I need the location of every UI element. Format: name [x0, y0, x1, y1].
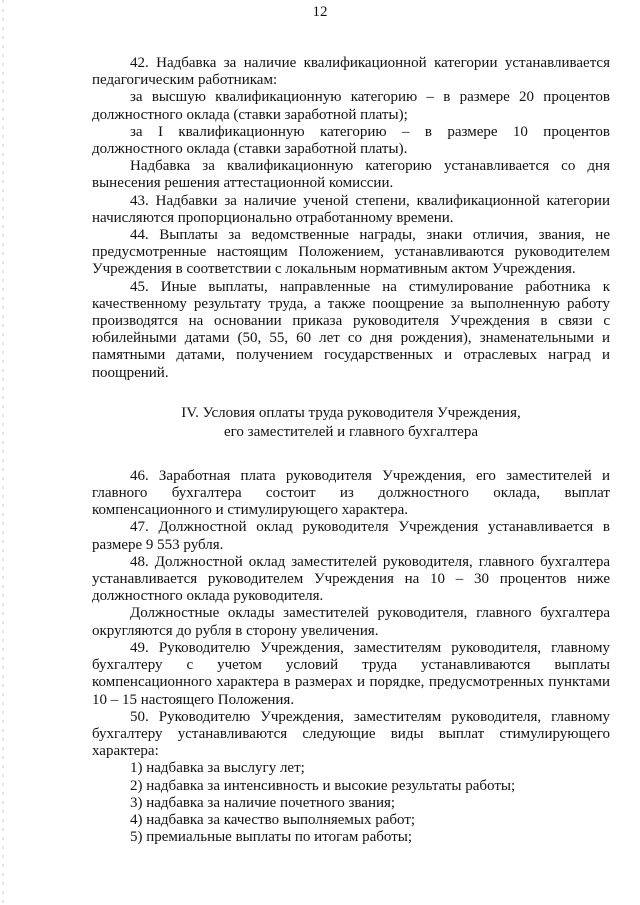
paragraph-42-first-category: за I квалификационную категорию – в размере 10 процентов должностного оклада (ставки заработной платы). [92, 123, 610, 158]
paragraph-45: 45. Иные выплаты, направленные на стимулирование работника к качественному результату труда, а также поощрение за выполненную работу производятся на основании приказа руководителя Учреждения в связи с юбилейными датами (50, 55, 60 лет со дня рождения), знаменательными и памятными датами, получением государственных и отраслевых наград и поощрений. [92, 278, 610, 381]
paragraph-47: 47. Должностной оклад руководителя Учреждения устанавливается в размере 9 553 рубля. [92, 519, 610, 553]
list-item: 3) надбавка за наличие почетного звания; [130, 794, 396, 811]
list-item: 1) надбавка за выслугу лет; [130, 760, 305, 777]
list-item: 4) надбавка за качество выполняемых работ; [130, 811, 416, 828]
paragraph-42-effective-date: Надбавка за квалификационную категорию устанавливается со дня вынесения решения аттестационной комиссии. [92, 158, 610, 192]
section-heading [92, 404, 610, 442]
paragraph-50: 50. Руководителю Учреждения, заместителям руководителя, главному бухгалтеру устанавливаются следующие виды выплат стимулирующего характера: [92, 708, 610, 760]
paragraph-44: 44. Выплаты за ведомственные награды, знаки отличия, звания, не предусмотренные настоящим Положением, устанавливаются руководителем Учреждения в соответствии с локальным нормативным актом Учреждения. [92, 227, 610, 278]
paragraph-42-highest-category: за высшую квалификационную категорию – в размере 20 процентов должностного оклада (ставки заработной платы); [92, 89, 610, 123]
scan-edge-artifact [2, 0, 4, 905]
section-heading-line-2: его заместителей и главного бухгалтера [224, 423, 478, 440]
list-item: 2) надбавка за интенсивность и высокие результаты работы; [130, 777, 516, 794]
stimulating-payments-list [92, 760, 610, 846]
section-heading-line-1: IV. Условия оплаты труда руководителя Учреждения, [181, 404, 521, 421]
page-number: 12 [312, 4, 328, 20]
paragraph-42: 42. Надбавка за наличие квалификационной категории устанавливается педагогическим работникам: [92, 55, 610, 89]
document-body [92, 55, 610, 846]
paragraph-48: 48. Должностной оклад заместителей руководителя, главного бухгалтера устанавливается руководителем Учреждения на 10 – 30 процентов ниже должностного оклада руководителя. [92, 553, 610, 605]
paragraph-48-rounding: Должностные оклады заместителей руководителя, главного бухгалтера округляются до рубля в сторону увеличения. [92, 605, 610, 639]
paragraph-46: 46. Заработная плата руководителя Учреждения, его заместителей и главного бухгалтера состоит из должностного оклада, выплат компенсационного и стимулирующего характера. [92, 467, 610, 519]
paragraph-49: 49. Руководителю Учреждения, заместителям руководителя, главному бухгалтеру с учетом условий труда устанавливаются выплаты компенсационного характера в размерах и порядке, предусмотренных пунктами 10 – 15 настоящего Положения. [92, 639, 610, 708]
paragraph-43: 43. Надбавки за наличие ученой степени, квалификационной категории начисляются пропорционально отработанному времени. [92, 192, 610, 226]
list-item: 5) премиальные выплаты по итогам работы; [130, 829, 413, 846]
